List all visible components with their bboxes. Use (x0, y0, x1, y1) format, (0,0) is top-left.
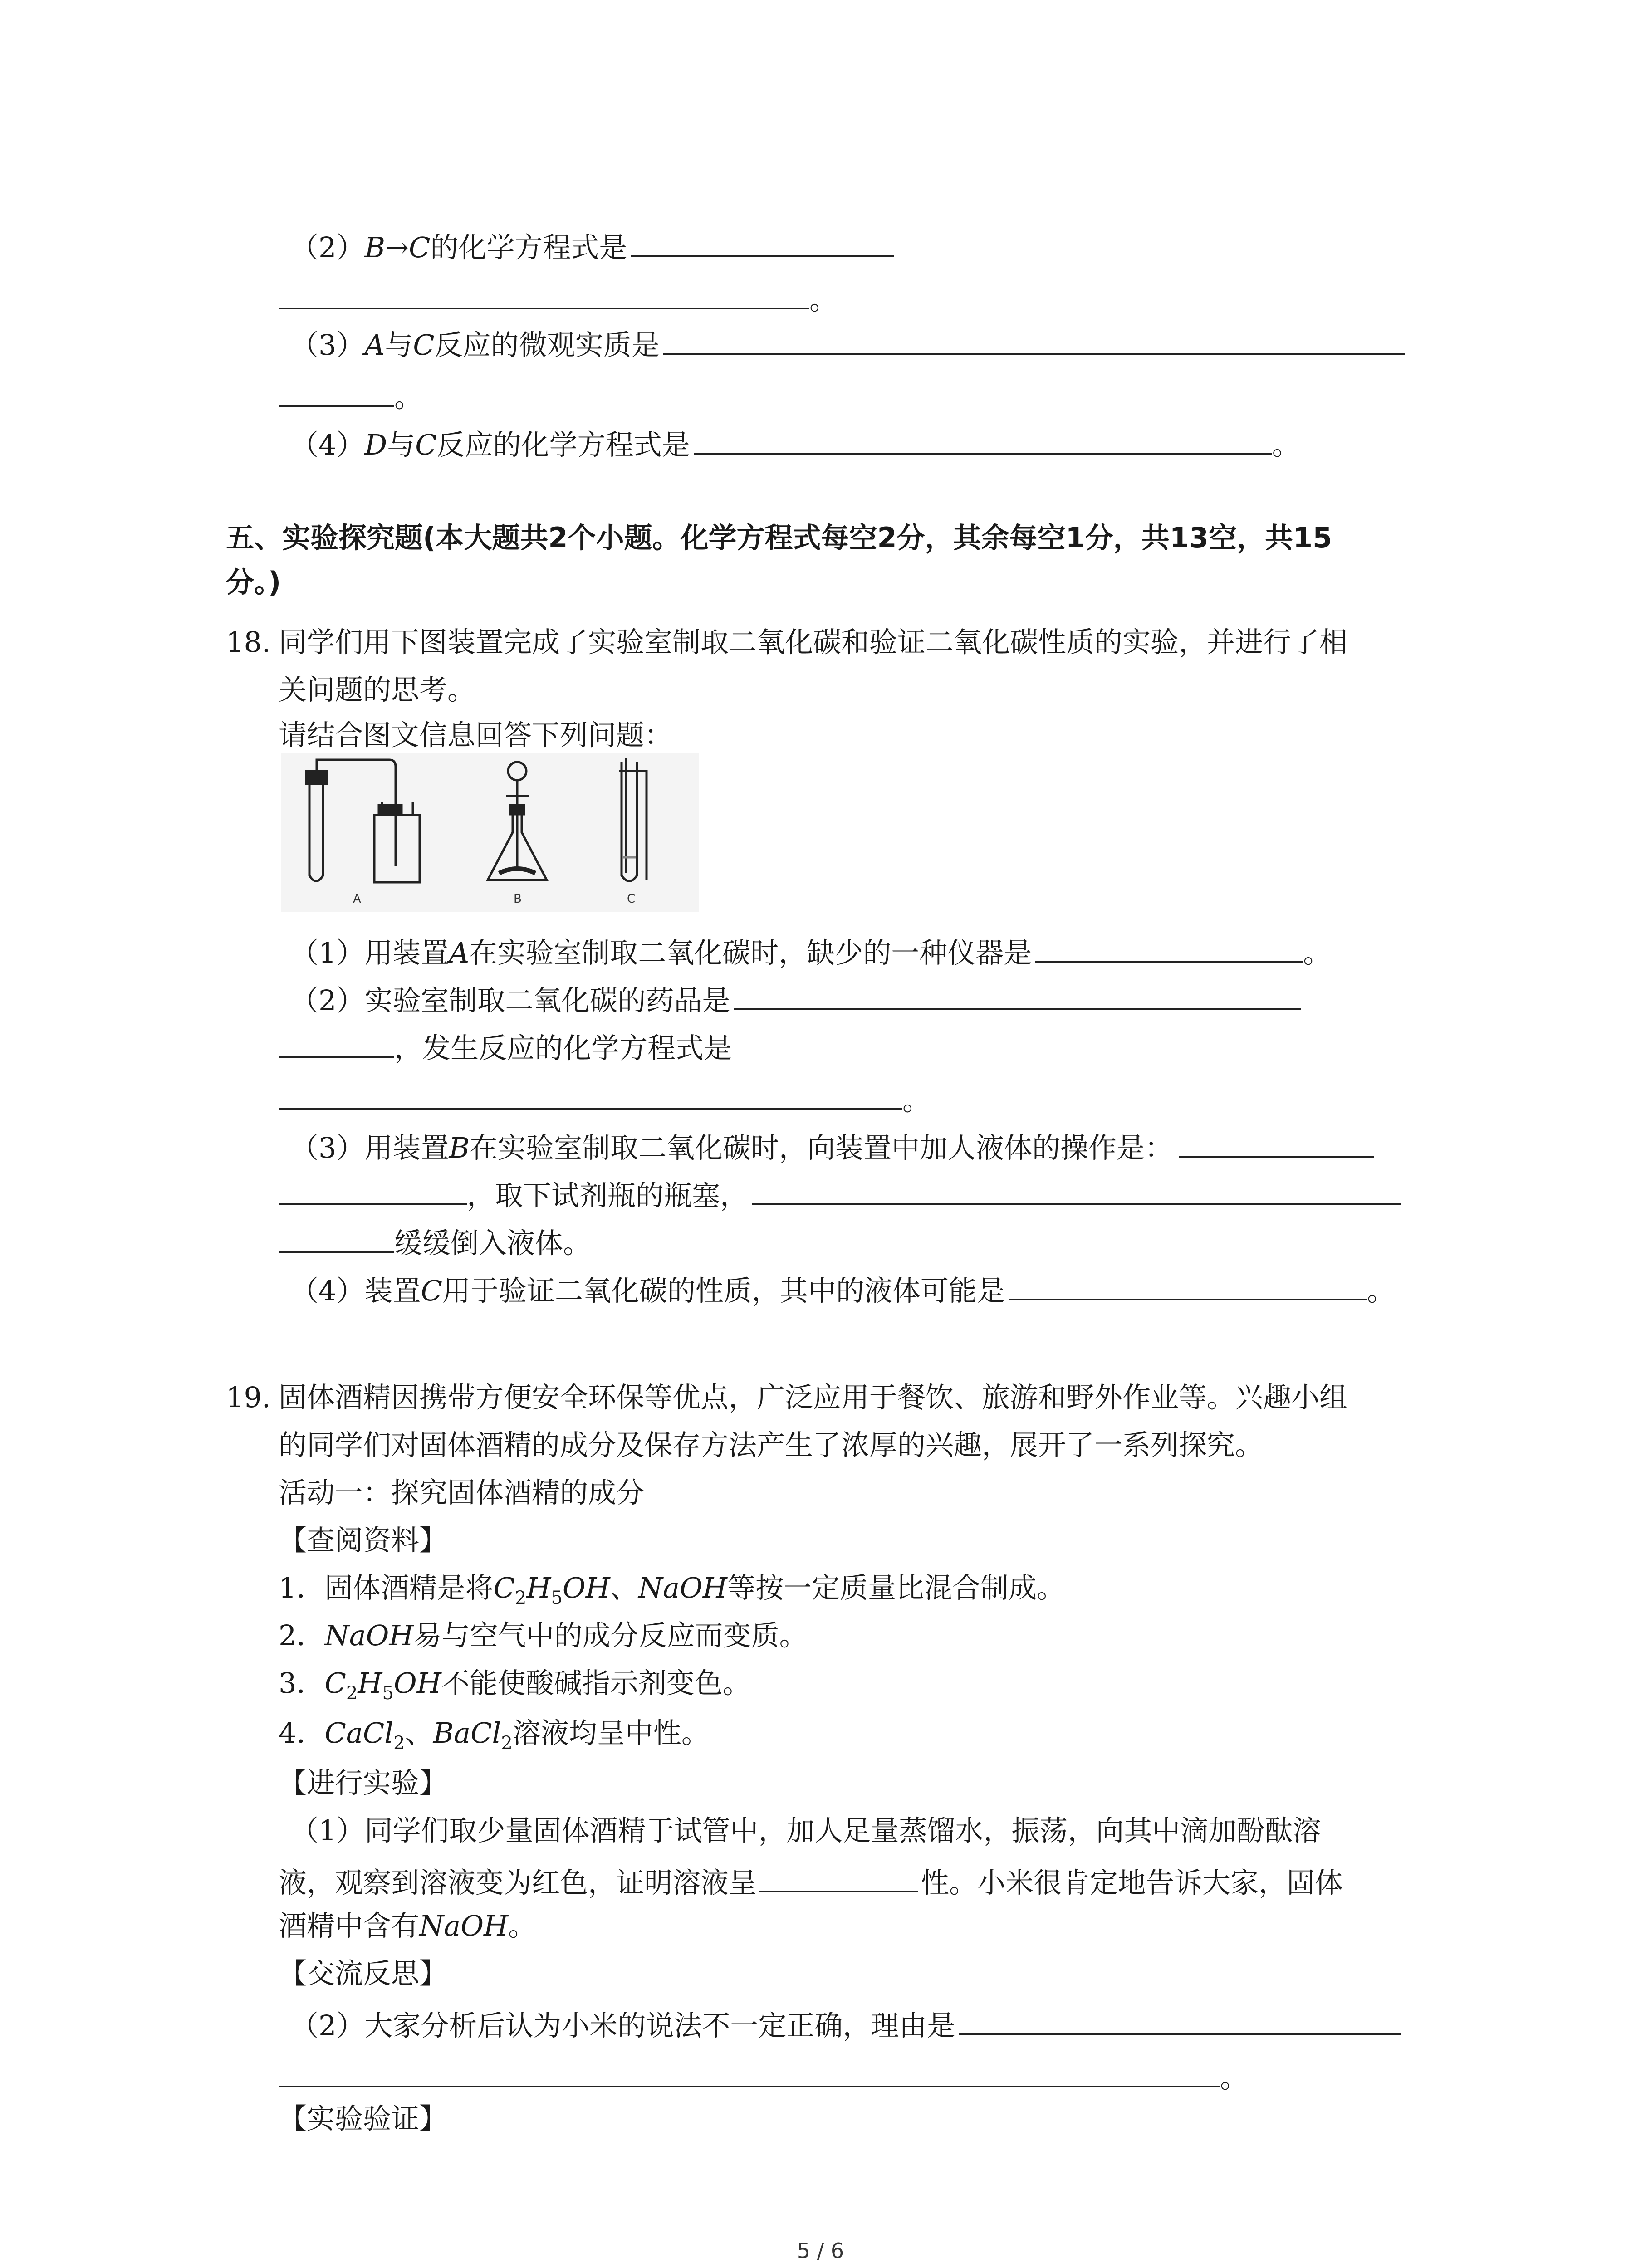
q18-part3-cont2: 缓缓倒入液体。 (279, 1225, 591, 1257)
page-number: 5 / 6 (797, 2239, 844, 2263)
section-tag: 【进行实验】 (279, 1766, 448, 1799)
answer-blank[interactable] (734, 982, 1301, 1010)
reference-item: 2．NaOH易与空气中的成分反应而变质。 (279, 1619, 808, 1652)
section-tag: 【交流反思】 (279, 1957, 448, 1990)
answer-blank[interactable] (631, 229, 894, 257)
q19-reflect2: （2）大家分析后认为小米的说法不一定正确，理由是 (290, 2007, 1401, 2040)
section-heading-cont: 分。) (226, 566, 281, 599)
question-number: 19. (226, 1381, 271, 1414)
q17-part3-cont: 。 (279, 379, 422, 411)
section-heading: 五、实验探究题(本大题共2个小题。化学方程式每空2分，其余每空1分，共13空，共15 (226, 521, 1332, 554)
section-tag: 【实验验证】 (279, 2102, 448, 2135)
q18-part2-cont2: 。 (279, 1082, 931, 1114)
q18-part4: （4）装置C用于验证二氧化碳的性质，其中的液体可能是 。 (290, 1272, 1395, 1305)
reference-item: 3．$C_2H_5OH$不能使酸碱指示剂变色。 (279, 1667, 751, 1704)
q19-reflect2-cont: 。 (279, 2059, 1248, 2092)
answer-blank[interactable] (279, 1030, 394, 1058)
reference-item: 1．固体酒精是将$C_2H_5OH$、NaOH等按一定质量比混合制成。 (279, 1571, 1065, 1608)
apparatus-figure (281, 753, 699, 912)
answer-blank[interactable] (1035, 934, 1303, 963)
question-number: 18. (226, 626, 271, 659)
answer-blank[interactable] (279, 1082, 902, 1110)
q17-part3: （3）A与C反应的微观实质是 (290, 327, 1405, 359)
answer-blank[interactable] (279, 281, 809, 309)
answer-blank[interactable] (279, 1177, 467, 1205)
answer-blank[interactable] (752, 1177, 1401, 1205)
q19-exp1-cont: 液，观察到溶液变为红色，证明溶液呈 性。小米很肯定地告诉大家，固体 (279, 1864, 1343, 1897)
q17-part2: （2）B→C的化学方程式是 (290, 229, 894, 262)
q19-exp1-cont2: 酒精中含有NaOH。 (279, 1909, 537, 1942)
answer-blank[interactable] (663, 327, 1405, 355)
answer-blank[interactable] (1179, 1129, 1374, 1158)
q18-part1: （1）用装置A在实验室制取二氧化碳时，缺少的一种仪器是 。 (290, 934, 1331, 967)
q18-stem: 请结合图文信息回答下列问题： (279, 719, 673, 752)
section-tag: 【查阅资料】 (279, 1524, 448, 1557)
q19-activity: 活动一：探究固体酒精的成分 (279, 1476, 645, 1509)
answer-blank[interactable] (279, 1225, 394, 1253)
q19-stem: 固体酒精因携带方便安全环保等优点，广泛应用于餐饮、旅游和野外作业等。兴趣小组 (279, 1381, 1348, 1414)
q19-stem: 的同学们对固体酒精的成分及保存方法产生了浓厚的兴趣，展开了一系列探究。 (279, 1428, 1264, 1461)
figure-label-c: C (627, 892, 636, 906)
answer-blank[interactable] (279, 2059, 1220, 2087)
q18-part2-cont: ，发生反应的化学方程式是 (279, 1030, 732, 1062)
q17-part2-cont: 。 (279, 281, 838, 314)
q18-stem: 同学们用下图装置完成了实验室制取二氧化碳和验证二氧化碳性质的实验，并进行了相 (279, 626, 1348, 659)
q17-part4: （4）D与C反应的化学方程式是 。 (290, 426, 1300, 459)
q18-part3-cont: ，取下试剂瓶的瓶塞， (279, 1177, 1401, 1210)
answer-blank[interactable] (1009, 1272, 1367, 1300)
answer-blank[interactable] (279, 379, 394, 407)
answer-blank[interactable] (694, 426, 1272, 455)
figure-label-b: B (514, 892, 522, 906)
q19-exp1: （1）同学们取少量固体酒精于试管中，加人足量蒸馏水，振荡，向其中滴加酚酞溶 (290, 1814, 1321, 1847)
figure-label-a: A (353, 892, 361, 906)
q18-part2: （2）实验室制取二氧化碳的药品是 (290, 982, 1301, 1015)
q18-stem: 关问题的思考。 (279, 673, 476, 706)
answer-blank[interactable] (959, 2007, 1401, 2035)
q18-part3: （3）用装置B在实验室制取二氧化碳时，向装置中加人液体的操作是： (290, 1129, 1374, 1162)
reference-item: 4．CaCl$_2$、BaCl$_2$溶液均呈中性。 (279, 1716, 710, 1754)
answer-blank[interactable] (759, 1864, 918, 1892)
